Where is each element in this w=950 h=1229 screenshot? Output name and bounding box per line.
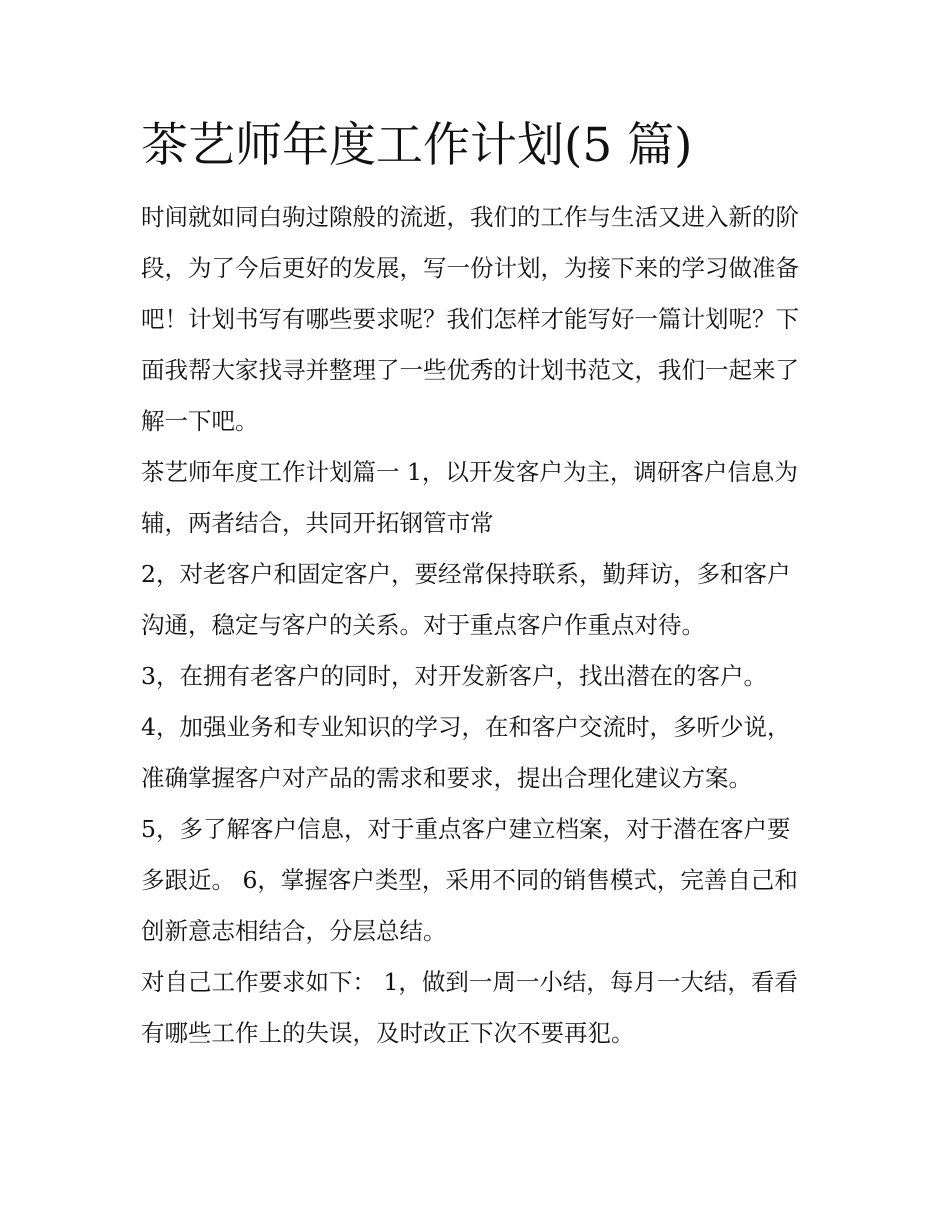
paragraph-intro: 时间就如同白驹过隙般的流逝，我们的工作与生活又进入新的阶段，为了今后更好的发展，写一份计划，为接下来的学习做准备吧！计划书写有哪些要求呢？我们怎样才能写好一篇计划呢？下面我帮大家找寻并整理了一些优秀的计划书范文，我们一起来了解一下吧。 bbox=[141, 203, 799, 435]
paragraph-plan-item-5-6: 5，多了解客户信息，对于重点客户建立档案，对于潜在客户要多跟近。 6，掌握客户类型，采用不同的销售模式，完善自己和创新意志相结合，分层总结。 bbox=[141, 815, 798, 945]
paragraph-plan-item-2: 2，对老客户和固定客户，要经常保持联系，勤拜访，多和客户沟通，稳定与客户的关系。对于重点客户作重点对待。 bbox=[141, 560, 791, 639]
document-title: 茶艺师年度工作计划(5 篇) bbox=[141, 118, 693, 173]
paragraph-plan-item-3: 3，在拥有老客户的同时，对开发新客户，找出潜在的客户。 bbox=[141, 662, 767, 690]
document-page bbox=[141, 112, 813, 1059]
paragraph-plan-item-1: 茶艺师年度工作计划篇一 1，以开发客户为主，调研客户信息为辅，两者结合，共同开拓钢管市常 bbox=[141, 458, 798, 537]
paragraph-self-requirements: 对自己工作要求如下： 1，做到一周一小结，每月一大结，看看有哪些工作上的失误，及时改正下次不要再犯。 bbox=[141, 968, 798, 1047]
paragraph-plan-item-4: 4，加强业务和专业知识的学习，在和客户交流时，多听少说，准确掌握客户对产品的需求和要求，提出合理化建议方案。 bbox=[141, 713, 791, 792]
